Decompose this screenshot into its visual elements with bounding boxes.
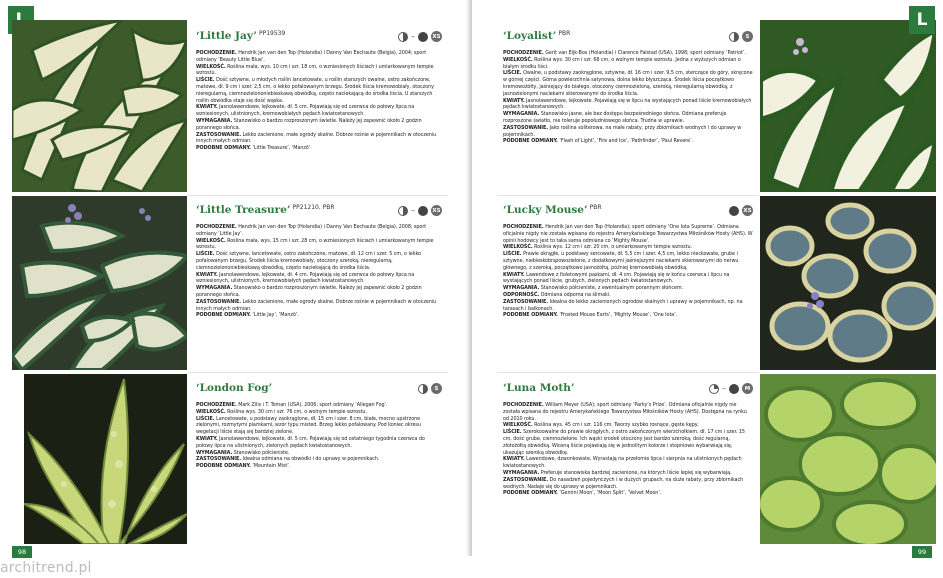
size-badge: S bbox=[742, 31, 753, 42]
divider bbox=[497, 372, 759, 373]
entry-title: ‘Loyalist’ $^{PBR}$ bbox=[503, 30, 571, 42]
light-symbols bbox=[709, 383, 753, 394]
divider bbox=[188, 195, 448, 196]
light-symbols bbox=[398, 205, 442, 216]
shade-icon bbox=[729, 206, 739, 216]
entry-little-treasure bbox=[196, 204, 442, 319]
sunshade-icon bbox=[398, 32, 408, 42]
light-symbols bbox=[729, 205, 753, 216]
entry-loyalist bbox=[503, 30, 753, 145]
shade-icon bbox=[418, 206, 428, 216]
shade-icon bbox=[418, 32, 428, 42]
entry-body: POCHODZENIE. Hendrik Jan van den Top (Holandia) i Danny Van Eechaute (Belgia), 2008; sport odmiany ‘Little Jay’. WIELKOŚĆ. Roślina mała, wys. 15 cm i szr. 28 cm, o wzniesionych liściach i umiarkowanym tempie wzrostu. LIŚCIE. Dość sztywne, lancetowate, ostro zakończone, matowe, dł. 12 cm i szer. 5 cm, o lekko pofalowanym brzegu. Środek liścia kremowobiały, otoczony szeroką, nieregularną, ciemnozielononiebieskawą obwódką, często naciekającą do środka liścia. KWIATY. Jasnolawendowe, lejkowate, dł. 4 cm. Pojawiają się od czerwca do połowy lipca na wzniesionych, ulistnionych, kremowobiałych pędach kwiatostanowych. WYMAGANIA. Stanowisko o bardzo rozproszonym świetle. Należy jej zapewnić około 2 godzin porannego słońca. ZASTOSOWANIE. Lekko zacienione, małe ogrody skalne. Dobrze rośnie w pojemnikach w otoczeniu innych małych odmian. PODOBNE ODMIANY. ‘Little Jay’, ‘Manzō’. bbox=[196, 224, 437, 319]
entry-body: POCHODZENIE. Hendrik Jan van den Top (Holandia) i Danny Van Eechaute (Belgia), 2004; sport odmiany ‘Beauty Little Blue’. WIELKOŚĆ. Roślina mała, wys. 10 cm i szr. 18 cm, o wzniesionych liściach i umiarkowanym tempie wzrostu. LIŚCIE. Dość sztywne, u młodych roślin lancetowate, u roślin starszych owalne, ostro zakończone, matowe, dł. 9 cm i szer. 2,5 cm, o lekko pofalowanym brzegu. Środek liścia kremowobiały, otoczony nieregularną, ciemnozielononiebieskawą obwódką, często naciekającą do środka liścia. U starszych roślin obwódka staje się dość wąska. KWIATY. Jasnolawendowe, lejkowate, dł. 5 cm. Pojawiają się od czerwca do połowy lipca na wzniesionych, ulistnionych, kremowobiałych pędach kwiatostanowych. WYMAGANIA. Stanowisko o bardzo rozproszonym świetle. Należy jej zapewnić około 2 godzin porannego słońca. ZASTOSOWANIE. Lekko zacienione, małe ogrody skalne. Dobrze rośnie w pojemnikach w otoczeniu innych małych odmian. PODOBNE ODMIANY. ‘Little Treasure’, ‘Manzō’. bbox=[196, 50, 437, 152]
light-symbols bbox=[398, 31, 442, 42]
entry-title: ‘London Fog’ bbox=[196, 382, 273, 394]
photo-lucky-mouse bbox=[760, 196, 936, 370]
entry-title: ‘Lucky Mouse’ $^{PBR}$ bbox=[503, 204, 602, 216]
photo-little-jay bbox=[12, 20, 187, 192]
left-page bbox=[0, 0, 468, 556]
page-number-left: 98 bbox=[12, 546, 32, 558]
entry-body: POCHODZENIE. Hendrik Jan van den Top (Holandia); sport odmiany ‘One Iota Supreme’. Odmiana oficjalnie nigdy nie została wpisana do rejestru Amerykańskiego Towarzystwa Miłośników Hosty (AHS). W opinii hodowcy jest to taka sama odmiana co ‘Mighty Mouse’. WIELKOŚĆ. Roślina wys. 12 cm i szr. 20 cm, o umiarkowanym tempie wzrostu. LIŚCIE. Prawie okrągłe, u podstawy sercowate, dł. 5,5 cm i szer. 4,5 cm, lekko nieckowate, grube i sztywne, niebieskobrązowozielone, z dodatkowymi jaśniejszymi naciekami skierowanymi do nerwu głównego, z szeroką, początkowo jasnożółtą, później kremowobiałą obwódką. KWIATY. Lawendowe z fioletowymi paskami, dł. 4 cm. Pojawiają się w końcu czerwca i lipcu na wystających ponad liście, grubych, zielonych pędach kwiatostanowych. WYMAGANIA. Stanowisko półcieniste, z ewentualnym porannym słońcem. ODPORNOŚĆ. Odmiana odporna na ślimaki. ZASTOSOWANIE. Idealna do lekko zacienionych ogrodów skalnych i uprawy w pojemnikach, np. na tarasach i balkonach. PODOBNE ODMIANY. ‘Frosted Mouse Earts’, ‘Mighty Mouse’, ‘One Iota’. bbox=[503, 224, 753, 319]
entry-title: ‘Little Jay’ $^{PP19539}$ bbox=[196, 30, 286, 42]
sunshade-icon bbox=[398, 206, 408, 216]
size-badge: XS bbox=[431, 205, 442, 216]
entry-little-jay bbox=[196, 30, 442, 152]
photo-luna-moth bbox=[760, 374, 936, 544]
entry-body: POCHODZENIE. Mark Zilis i T. Toman (USA), 2006; sport odmiany ‘Allegan Fog’. WIELKOŚĆ. Roślina wys. 30 cm i szr. 76 cm, o wolnym tempie wzrostu. LIŚCIE. Lancetowate, u podstawy zaokrąglone, dł. 15 cm i szer. 8 cm, białe, mocno upstrzone zielonymi, rozmytymi plamkami, wzór typu misted. Brzeg lekko pofalowany. Pod koniec okresu wegetacji liście stają się bardziej zielone. KWIATY. Jasnolawendowe, lejkowate, dł. 5 cm. Pojawiają się od ostatniego tygodnia czerwca do połowy lipca na ulistnionych, zielonych pędach kwiatostanowych. WYMAGANIA. Stanowisko półcieniste. ZASTOSOWANIE. Idealna odmiana na obwódki i do uprawy w pojemnikach. PODOBNE ODMIANY. ‘Mountain Mist’. bbox=[196, 402, 425, 470]
watermark: architrend.pl bbox=[0, 560, 92, 576]
entry-lucky-mouse bbox=[503, 204, 753, 319]
part-shade-icon bbox=[709, 384, 719, 394]
size-badge: S bbox=[431, 383, 442, 394]
sunshade-icon bbox=[418, 384, 428, 394]
sunshade-icon bbox=[729, 32, 739, 42]
light-symbols bbox=[418, 383, 442, 394]
dash-icon: – bbox=[411, 31, 415, 41]
entry-title: ‘Little Treasure’ $^{PP21210, PBR}$ bbox=[196, 204, 335, 216]
entry-luna-moth bbox=[503, 382, 753, 497]
right-page bbox=[472, 0, 943, 556]
entry-title: ‘Luna Moth’ bbox=[503, 382, 575, 394]
size-badge: M bbox=[742, 383, 753, 394]
page-number-right: 99 bbox=[912, 546, 932, 558]
shade-icon bbox=[729, 384, 739, 394]
entry-body: POCHODZENIE. Gerit van Eijk-Bos (Holandia) i Clarence Falstad (USA), 1998; sport odmiany ‘Patriot’. WIELKOŚĆ. Roślina wys. 30 cm i szr. 68 cm, o wolnym tempie wzrostu. Jedna z wyższych odmian o białym środku liści. LIŚCIE. Owalne, u podstawy zaokrąglone, sztywne, dł. 16 cm i szer. 9,5 cm, sterczące do góry, skręcone w górnej części. Górna powierzchnia satynowa, dolna lekko błyszcząca. Środek liścia początkowo kremowożółty, jaśniejący do białego, otoczony ciemnozieloną, szeroką, nieregularną obwódką, z jasnozielonymi naciekami skierowanymi do środka liścia. KWIATY. Jasnolawendowe, lejkowate. Pojawiają się w lipcu na wystających ponad liście kremowobiałych pędach kwiatostanowych. WYMAGANIA. Stanowisko jasne, ale bez dostępu bezpośredniego słońca. Odmiana preferuje rozproszone światło, nie toleruje popołudniowego słońca. Trudna w uprawie. ZASTOSOWANIE. Jako roślina soliterowa, na małe rabaty, przy zbiornikach wodnych i do uprawy w pojemnikach. PODOBNE ODMIANY. ‘Flash of Light’, ‘Fire and Ice’, ‘Pathfinder’, ‘Paul Revere’. bbox=[503, 50, 753, 145]
light-symbols bbox=[729, 31, 753, 42]
size-badge: XS bbox=[431, 31, 442, 42]
section-tab-right: L bbox=[909, 6, 935, 34]
dash-icon: – bbox=[722, 383, 726, 393]
size-badge: XS bbox=[742, 205, 753, 216]
photo-london-fog bbox=[24, 374, 187, 544]
photo-loyalist bbox=[760, 20, 936, 192]
dash-icon: – bbox=[411, 205, 415, 215]
entry-london-fog bbox=[196, 382, 442, 470]
divider bbox=[497, 195, 759, 196]
divider bbox=[188, 372, 448, 373]
photo-little-treasure bbox=[12, 196, 187, 370]
entry-body: POCHODZENIE. William Meyer (USA); sport odmiany ‘Parky’s Prize’. Odmiana oficjalnie nigdy nie została wpisana do rejestru Amerykańskiego Towarzystwa Miłośników Hosty (AHS). Dostępna na rynku od 2010 roku. WIELKOŚĆ. Roślina wys. 45 cm i szr. 116 cm. Tworzy szybko rosnące, gęste kępy. LIŚCIE. Szerokoowalne do prawie okrągłych, z ostro zakończonym wierzchołkiem, dł. 17 cm i szer. 15 cm, dość grube, ciemnozielone. Ich wąski środek otoczony jest bardzo szeroką, dość regularną, złotożółtą obwódką. Wiosną liście pojawiają się w jednolitym kolorze i stopniowo wybarwiają się, ukazując szeroką obwódkę. KWIATY. Lawendowe, dzwonkowate. Wyrastają na przełomie lipca i sierpnia na ulistnionych pędach kwiatostanowych. WYMAGANIA. Preferuje stanowiska bardziej zacienione, na których liście lepiej się wybarwiają. ZASTOSOWANIE. Do nasadzeń pojedynczych i w dużych grupach, na duże rabaty, przy zbiornikach wodnych. Nadaje się do uprawy w pojemnikach. PODOBNE ODMIANY. ‘Gemini Moon’, ‘Moon Split’, ‘Velvet Moon’. bbox=[503, 402, 747, 497]
